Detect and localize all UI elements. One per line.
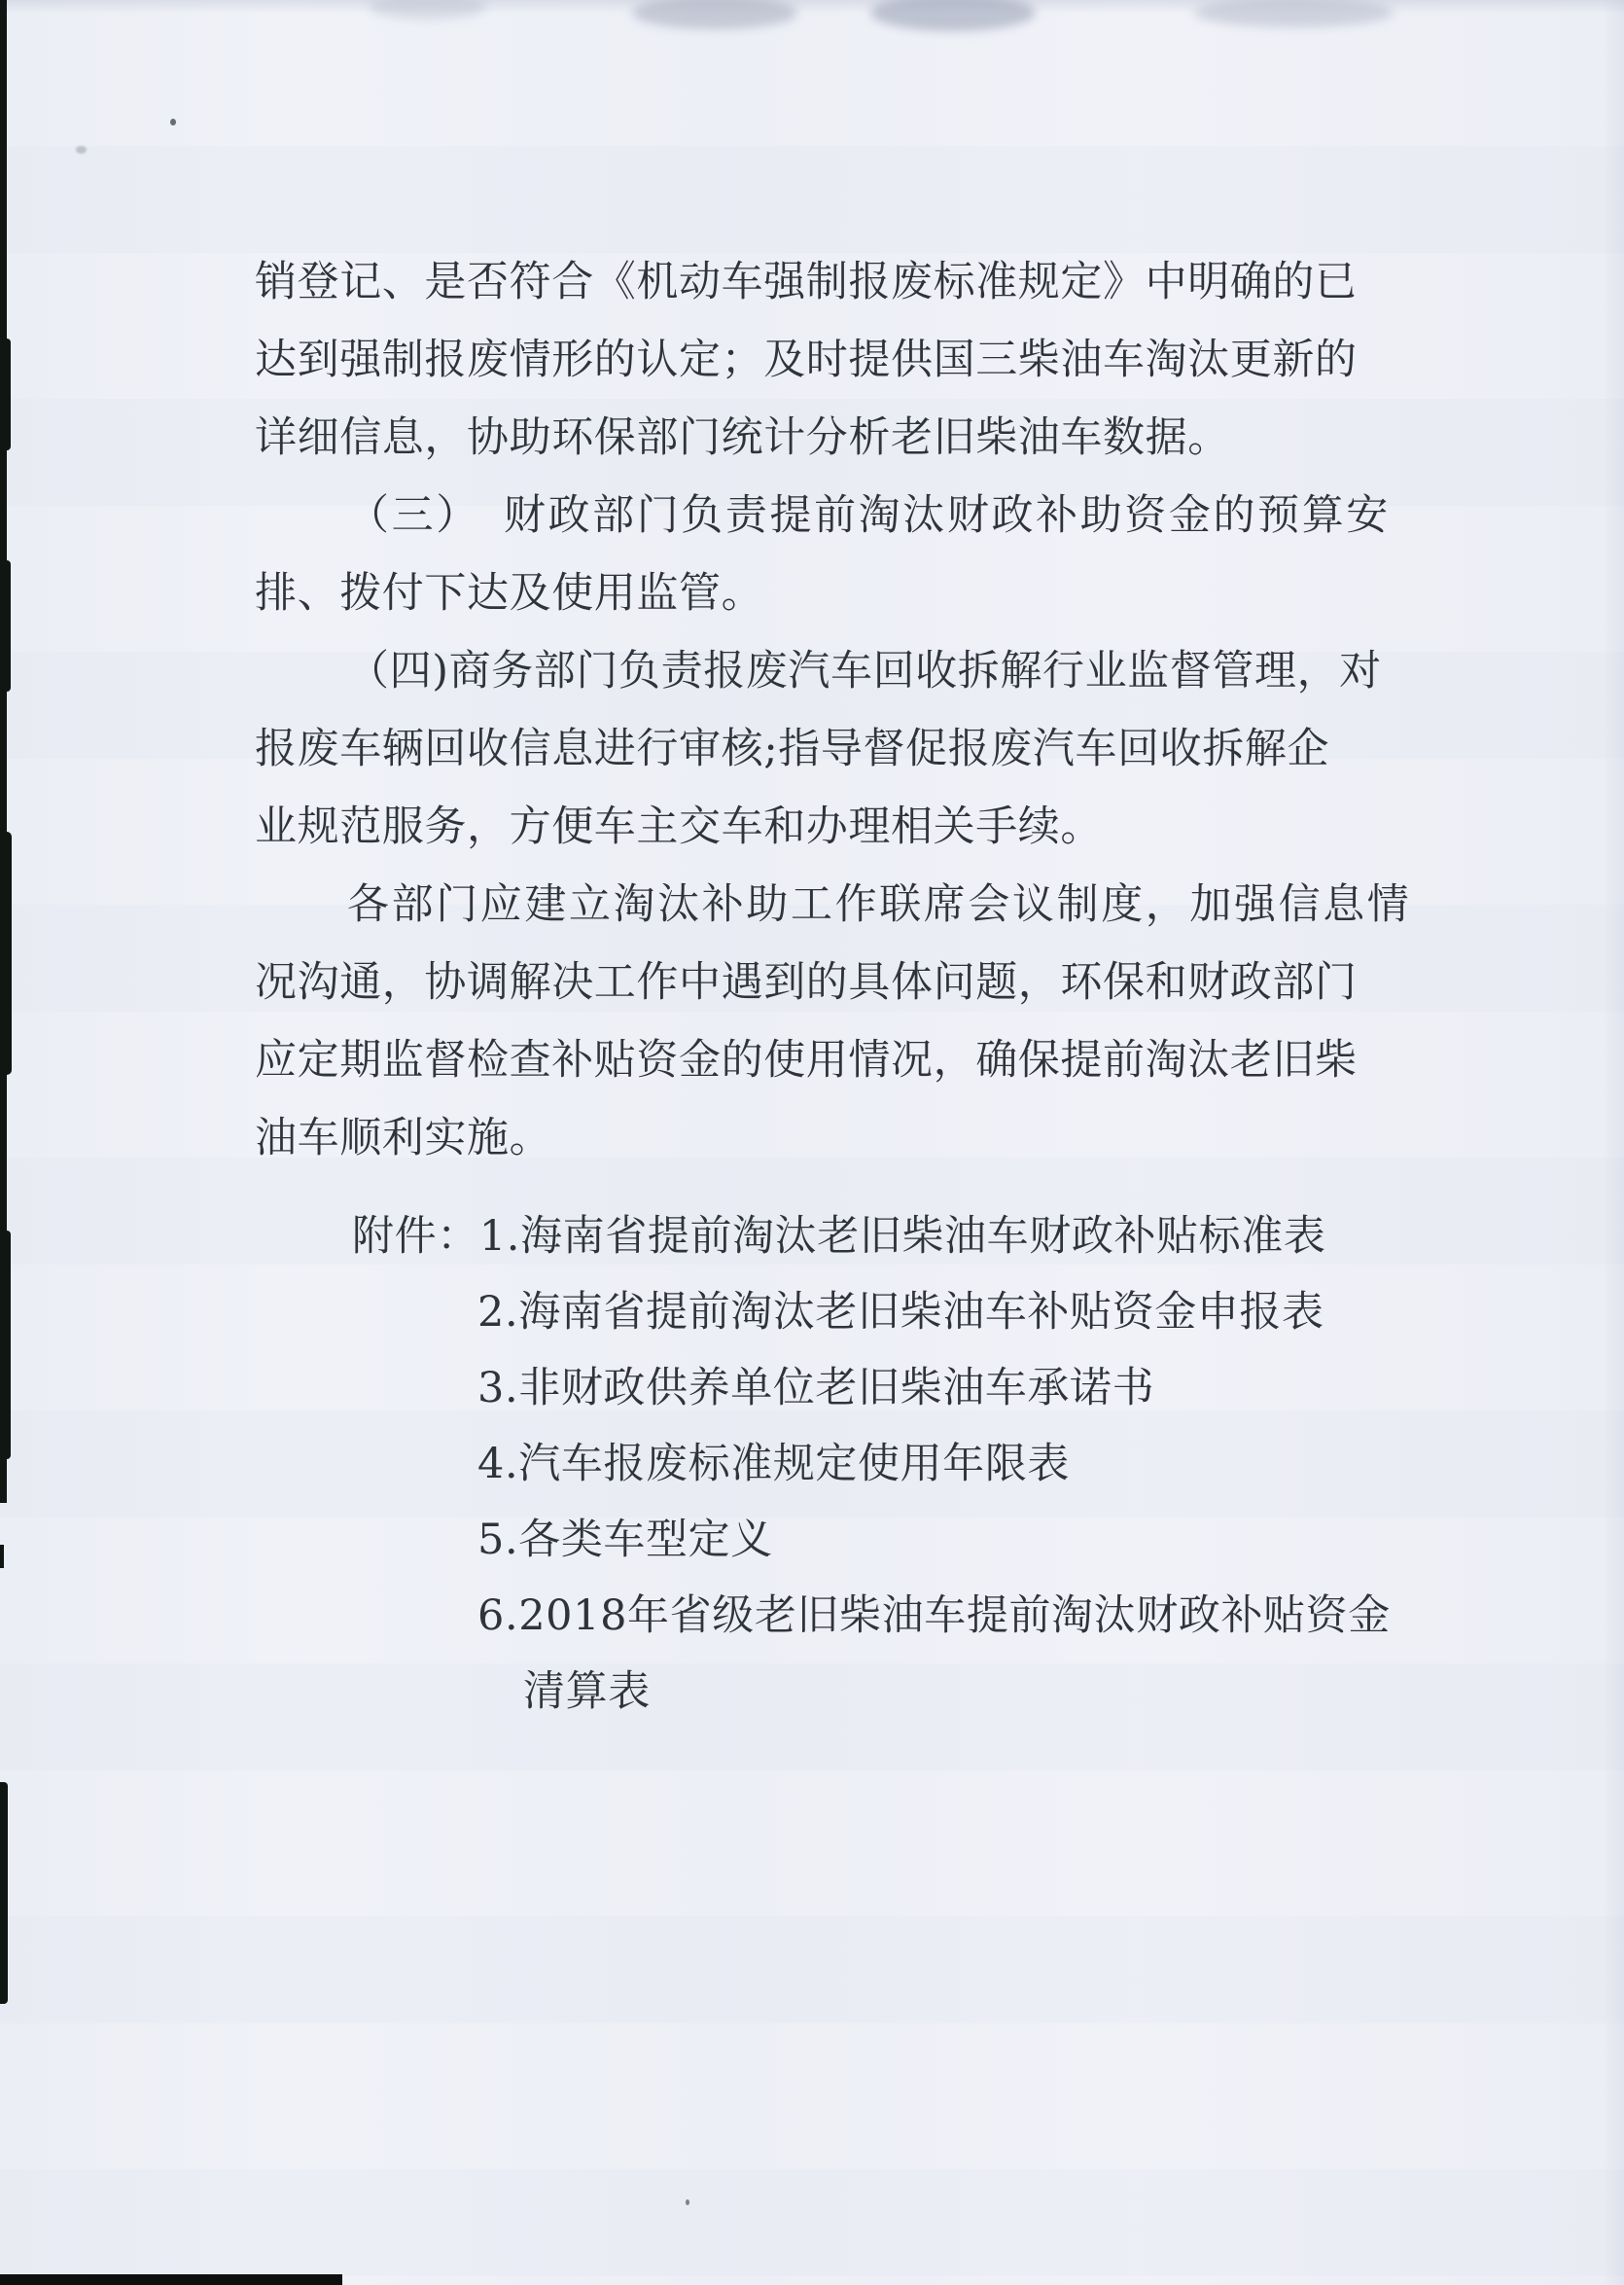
attachment-item: 5.各类车型定义 (477, 1516, 773, 1564)
scan-edge-artifact (0, 560, 11, 692)
scan-smudge (632, 0, 797, 29)
body-line: 应定期监督检查补贴资金的使用情况，确保提前淘汰老旧柴 (255, 1036, 1358, 1085)
scan-edge-artifact (0, 1782, 8, 2004)
scan-speck (686, 2199, 689, 2205)
scan-edge-artifact (0, 1545, 4, 1568)
attachment-item: 2.海南省提前淘汰老旧柴油车补贴资金申报表 (477, 1288, 1324, 1337)
attachment-item: 4.汽车报废标准规定使用年限表 (477, 1440, 1071, 1488)
scan-edge-artifact (0, 1231, 11, 1459)
body-line: 况沟通，协调解决工作中遇到的具体问题，环保和财政部门 (255, 958, 1358, 1007)
attachments-first-row (255, 1198, 1422, 1274)
body-line: 详细信息，协助环保部门统计分析老旧柴油车数据。 (255, 413, 1230, 462)
body-line: （四)商务部门负责报废汽车回收拆解行业监督管理，对 (347, 647, 1382, 696)
document-body (255, 243, 1412, 1177)
body-line: 业规范服务，方便车主交车和办理相关手续。 (255, 803, 1103, 851)
body-line: （三） 财政部门负责提前淘汰财政补助资金的预算安 (347, 491, 1391, 540)
attachment-item: 6.2018年省级老旧柴油车提前淘汰财政补贴资金 (477, 1591, 1391, 1640)
attachment-item: 1.海南省提前淘汰老旧柴油车财政补贴标准表 (478, 1212, 1326, 1261)
scan-speck (76, 146, 87, 154)
scan-smudge (370, 0, 486, 19)
attachment-item: 3.非财政供养单位老旧柴油车承诺书 (477, 1364, 1155, 1412)
body-line: 销登记、是否符合《机动车强制报废标准规定》中明确的已 (255, 258, 1358, 306)
body-line: 报废车辆回收信息进行审核;指导督促报废汽车回收拆解企 (255, 725, 1330, 773)
scan-speck (170, 119, 176, 125)
scan-edge-artifact (0, 2274, 342, 2285)
body-line: 各部门应建立淘汰补助工作联席会议制度，加强信息情 (347, 880, 1412, 929)
scan-smudge (870, 0, 1036, 31)
body-line: 达到强制报废情形的认定；及时提供国三柴油车淘汰更新的 (255, 336, 1358, 384)
attachment-item-continuation: 清算表 (523, 1667, 651, 1716)
scan-edge-artifact (0, 339, 11, 450)
scan-smudge (1194, 0, 1394, 27)
scan-edge-artifact (0, 832, 12, 1075)
attachments-section (255, 1198, 1422, 1730)
body-line: 油车顺利实施。 (255, 1114, 552, 1162)
attachments-label: 附件： (352, 1212, 479, 1261)
body-line: 排、拨付下达及使用监管。 (255, 569, 764, 618)
